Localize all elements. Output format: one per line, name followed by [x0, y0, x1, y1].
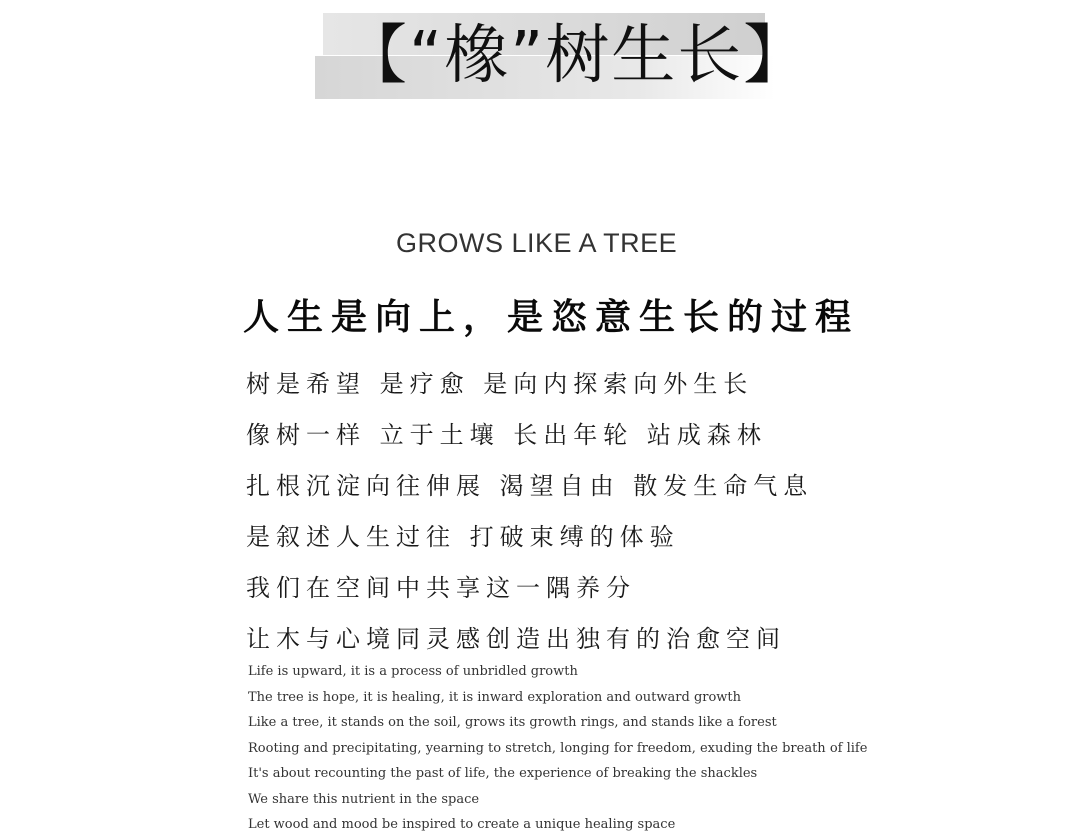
english-translation-line: Rooting and precipitating, yearning to stretch, longing for freedom, exuding the breath of life	[248, 740, 868, 756]
english-translation-line: We share this nutrient in the space	[248, 791, 480, 807]
title-banner	[315, 12, 810, 100]
chinese-poem-line: 让木与心境同灵感创造出独有的治愈空间	[246, 625, 786, 653]
chinese-poem-line: 树是希望 是疗愈 是向内探索向外生长	[246, 370, 754, 398]
english-translation-line: Let wood and mood be inspired to create a unique healing space	[248, 817, 676, 832]
english-subtitle: GROWS LIKE A TREE	[396, 228, 678, 258]
chinese-poem-line: 扎根沉淀向往伸展 渴望自由 散发生命气息	[246, 472, 814, 500]
english-translation	[248, 659, 867, 838]
english-translation-line: The tree is hope, it is healing, it is inward exploration and outward growth	[248, 689, 742, 705]
chinese-poem-line: 我们在空间中共享这一隅养分	[246, 574, 636, 602]
chinese-poem-line: 是叙述人生过往 打破束缚的体验	[246, 523, 680, 551]
chinese-poem-line: 像树一样 立于土壤 长出年轮 站成森林	[246, 421, 767, 449]
page-title: 【“橡”树生长】	[343, 19, 810, 93]
english-translation-line: Like a tree, it stands on the soil, grows its growth rings, and stands like a forest	[248, 715, 777, 730]
english-translation-line: Life is upward, it is a process of unbridled growth	[248, 664, 578, 679]
chinese-headline: 人生是向上，是恣意生长的过程	[243, 297, 860, 338]
chinese-poem	[246, 359, 813, 665]
english-translation-line: It's about recounting the past of life, the experience of breaking the shackles	[248, 766, 758, 781]
